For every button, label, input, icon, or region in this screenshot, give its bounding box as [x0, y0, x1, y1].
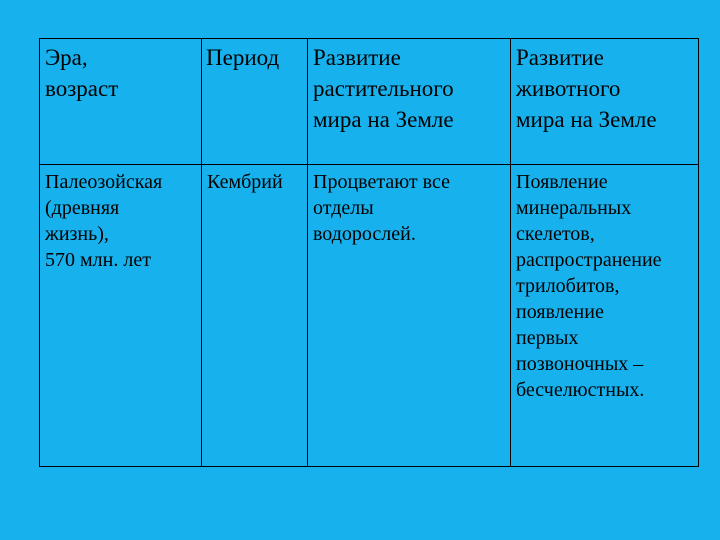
cell-plants	[308, 165, 511, 467]
header-period-text: Период	[206, 45, 280, 70]
evolution-table	[39, 38, 699, 467]
table-row	[40, 165, 699, 467]
animals-text: Появление минеральных скелетов, распространение трилобитов, появление первых позвоночных – бесчелюстных.	[516, 171, 662, 401]
header-cell-animals	[511, 39, 699, 165]
era-text: Палеозойская (древняя жизнь), 570 млн. лет	[45, 171, 163, 271]
cell-period	[202, 165, 308, 467]
header-cell-era	[40, 39, 202, 165]
cell-animals	[511, 165, 699, 467]
header-era-text: Эра, возраст	[45, 45, 119, 101]
table-header-row	[40, 39, 699, 165]
header-animals-text: Развитие животного мира на Земле	[516, 45, 657, 132]
cell-era	[40, 165, 202, 467]
header-plants-text: Развитие растительного мира на Земле	[313, 45, 454, 132]
header-cell-period	[202, 39, 308, 165]
header-cell-plants	[308, 39, 511, 165]
plants-text: Процветают все отделы водорослей.	[313, 171, 450, 245]
period-text: Кембрий	[207, 171, 283, 193]
